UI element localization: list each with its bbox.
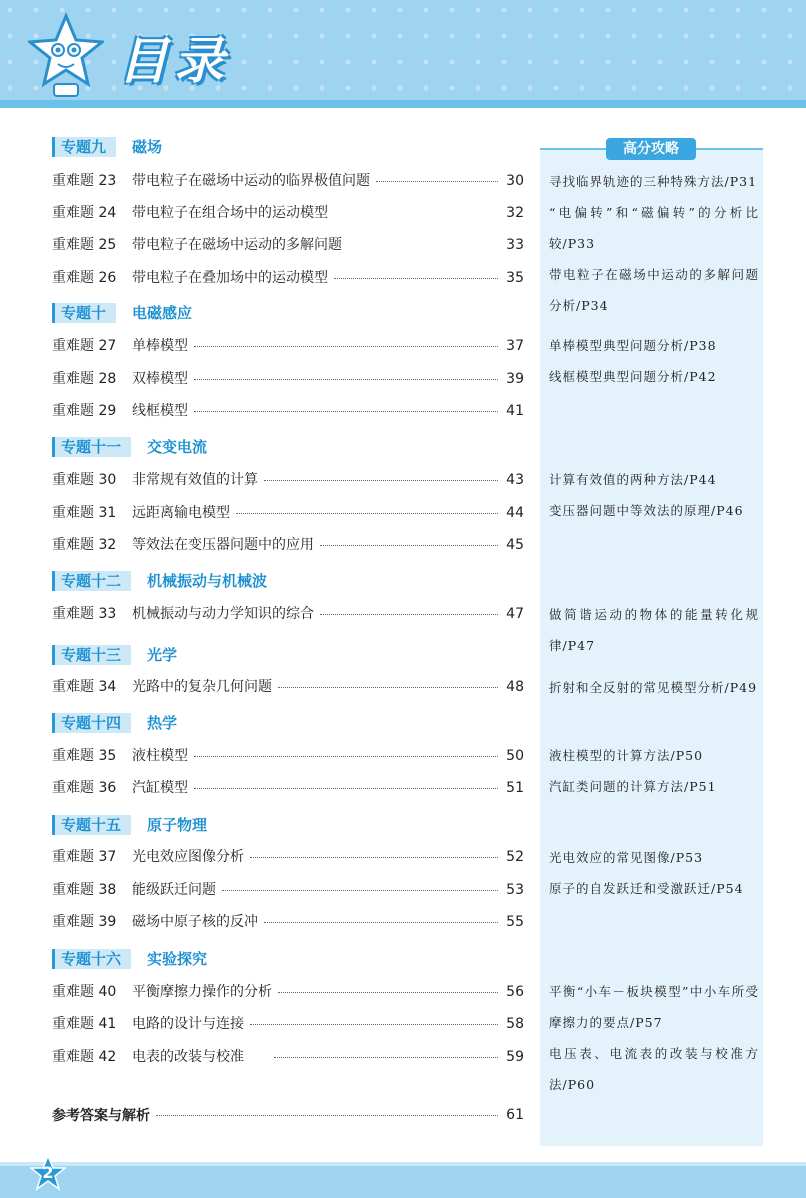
item-number: 重难题 35 (52, 748, 117, 764)
item-number: 重难题 39 (52, 914, 117, 930)
item-number: 重难题 29 (52, 403, 117, 419)
leader-dots (348, 235, 498, 246)
tip-item: 单棒模型典型问题分析/P38 (549, 338, 717, 353)
leader-dots (334, 203, 498, 214)
item-page: 32 (506, 205, 524, 221)
leader-dots (194, 778, 498, 789)
leader-dots (156, 1104, 498, 1116)
item-page: 48 (506, 679, 524, 695)
section-tag: 专题九 (52, 137, 116, 157)
tip-item: 折射和全反射的常见模型分析/P49 (549, 680, 758, 695)
toc-row[interactable] (52, 470, 524, 490)
page-title: 目录 (118, 32, 230, 90)
item-page: 30 (506, 173, 524, 189)
section-name: 实验探究 (147, 950, 208, 968)
leader-dots (320, 535, 498, 546)
leader-dots (334, 268, 498, 279)
leader-dots (264, 912, 498, 923)
leader-dots (320, 604, 498, 615)
section-heading[interactable] (52, 437, 207, 457)
item-page: 47 (506, 606, 524, 622)
item-topic: 平衡摩擦力操作的分析 (132, 984, 272, 1000)
section-heading[interactable] (52, 949, 207, 969)
item-number: 重难题 36 (52, 780, 117, 796)
tip-item: 线框模型典型问题分析/P42 (549, 369, 717, 384)
item-topic: 非常规有效值的计算 (132, 472, 258, 488)
leader-dots (250, 847, 498, 858)
toc-row[interactable] (52, 1014, 524, 1034)
item-number: 重难题 41 (52, 1016, 117, 1032)
tip-item: “电偏转”和“磁偏转”的分析比较/P33 (549, 205, 759, 251)
toc-row[interactable] (52, 880, 524, 900)
section-name: 热学 (147, 714, 178, 732)
toc-row[interactable] (52, 778, 524, 798)
leader-dots (194, 369, 498, 380)
tip-item: 平衡“小车－板块模型”中小车所受摩擦力的要点/P57 (549, 984, 759, 1030)
item-topic: 线框模型 (132, 403, 188, 419)
answers-label: 参考答案与解析 (52, 1108, 150, 1124)
toc-row[interactable] (52, 503, 524, 523)
item-topic: 能级跃迁问题 (132, 882, 216, 898)
footer-band (0, 1166, 806, 1198)
tip-item: 光电效应的常见图像/P53 (549, 850, 704, 865)
section-tag: 专题十五 (52, 815, 131, 835)
item-topic: 液柱模型 (132, 748, 188, 764)
section-name: 电磁感应 (132, 304, 193, 322)
toc-row[interactable] (52, 268, 524, 288)
item-number: 重难题 38 (52, 882, 117, 898)
item-page: 45 (506, 537, 524, 553)
section-tag: 专题十四 (52, 713, 131, 733)
section-heading[interactable] (52, 137, 162, 157)
toc-row[interactable] (52, 982, 524, 1002)
item-page: 37 (506, 338, 524, 354)
item-topic: 光路中的复杂几何问题 (132, 679, 272, 695)
leader-dots (194, 746, 498, 757)
toc-row[interactable] (52, 336, 524, 356)
item-number: 重难题 31 (52, 505, 117, 521)
item-number: 重难题 33 (52, 606, 117, 622)
toc-row[interactable] (52, 604, 524, 624)
item-page: 59 (506, 1049, 524, 1065)
item-page: 44 (506, 505, 524, 521)
section-tag: 专题十三 (52, 645, 131, 665)
item-number: 重难题 32 (52, 537, 117, 553)
toc-row[interactable] (52, 1047, 524, 1067)
toc-row[interactable] (52, 847, 524, 867)
toc-row[interactable] (52, 235, 524, 255)
item-number: 重难题 37 (52, 849, 117, 865)
leader-dots (194, 336, 498, 347)
item-topic: 双棒模型 (132, 371, 188, 387)
leader-dots (250, 1014, 498, 1025)
item-page: 56 (506, 984, 524, 1000)
tip-item: 带电粒子在磁场中运动的多解问题分析/P34 (549, 267, 759, 313)
item-topic: 光电效应图像分析 (132, 849, 244, 865)
section-heading[interactable] (52, 645, 177, 665)
item-number: 重难题 26 (52, 270, 117, 286)
answers-page: 61 (506, 1107, 524, 1123)
item-number: 重难题 42 (52, 1049, 117, 1065)
item-page: 39 (506, 371, 524, 387)
item-number: 重难题 34 (52, 679, 117, 695)
item-page: 53 (506, 882, 524, 898)
tip-item: 做简谐运动的物体的能量转化规律/P47 (549, 607, 759, 653)
section-heading[interactable] (52, 815, 207, 835)
leader-dots (278, 982, 498, 993)
item-topic: 远距离输电模型 (132, 505, 230, 521)
section-tag: 专题十二 (52, 571, 131, 591)
toc-row[interactable] (52, 746, 524, 766)
item-number: 重难题 28 (52, 371, 117, 387)
section-tag: 专题十六 (52, 949, 131, 969)
tip-item: 液柱模型的计算方法/P50 (549, 748, 704, 763)
item-topic: 汽缸模型 (132, 780, 188, 796)
section-heading[interactable] (52, 713, 177, 733)
leader-dots (376, 171, 498, 182)
item-topic: 带电粒子在叠加场中的运动模型 (132, 270, 328, 286)
item-page: 58 (506, 1016, 524, 1032)
item-page: 52 (506, 849, 524, 865)
item-number: 重难题 24 (52, 205, 117, 221)
leader-dots (222, 880, 498, 891)
item-topic: 单棒模型 (132, 338, 188, 354)
section-name: 机械振动与机械波 (147, 572, 268, 590)
item-page: 43 (506, 472, 524, 488)
toc-row[interactable] (52, 535, 524, 555)
tip-item: 变压器问题中等效法的原理/P46 (549, 503, 744, 518)
toc-row[interactable] (52, 203, 524, 223)
leader-dots (194, 401, 498, 412)
toc-row[interactable] (52, 401, 524, 421)
item-page: 50 (506, 748, 524, 764)
section-name: 光学 (147, 646, 178, 664)
item-topic: 带电粒子在磁场中运动的多解问题 (132, 237, 342, 253)
item-page: 33 (506, 237, 524, 253)
tip-item: 汽缸类问题的计算方法/P51 (549, 779, 717, 794)
leader-dots (278, 677, 498, 688)
section-name: 磁场 (132, 138, 163, 156)
tip-item: 电压表、电流表的改装与校准方法/P60 (549, 1046, 759, 1092)
item-topic: 磁场中原子核的反冲 (132, 914, 258, 930)
section-tag: 专题十一 (52, 437, 131, 457)
item-topic: 电表的改装与校准 (132, 1049, 244, 1065)
page-number: 2 (42, 1163, 54, 1182)
item-number: 重难题 40 (52, 984, 117, 1000)
item-topic: 机械振动与动力学知识的综合 (132, 606, 314, 622)
item-page: 55 (506, 914, 524, 930)
item-number: 重难题 27 (52, 338, 117, 354)
section-name: 原子物理 (147, 816, 208, 834)
leader-dots (236, 503, 498, 514)
item-number: 重难题 30 (52, 472, 117, 488)
section-tag: 专题十 (52, 303, 116, 323)
item-topic: 等效法在变压器问题中的应用 (132, 537, 314, 553)
sidebar-title: 高分攻略 (606, 138, 696, 160)
item-topic: 带电粒子在组合场中的运动模型 (132, 205, 328, 221)
tip-item: 寻找临界轨迹的三种特殊方法/P31 (549, 174, 758, 189)
toc-row[interactable] (52, 677, 524, 697)
toc-row[interactable] (52, 369, 524, 389)
toc-row[interactable] (52, 912, 524, 932)
item-number: 重难题 23 (52, 173, 117, 189)
section-heading[interactable] (52, 303, 192, 323)
item-page: 51 (506, 780, 524, 796)
item-page: 41 (506, 403, 524, 419)
leader-dots (264, 470, 498, 481)
toc-row[interactable] (52, 171, 524, 191)
item-number: 重难题 25 (52, 237, 117, 253)
leader-dots (274, 1047, 498, 1058)
tip-item: 计算有效值的两种方法/P44 (549, 472, 717, 487)
item-page: 35 (506, 270, 524, 286)
answers-row[interactable] (52, 1104, 524, 1126)
section-heading[interactable] (52, 571, 267, 591)
item-topic: 电路的设计与连接 (132, 1016, 244, 1032)
tip-item: 原子的自发跃迁和受激跃迁/P54 (549, 881, 744, 896)
section-name: 交变电流 (147, 438, 208, 456)
item-topic: 带电粒子在磁场中运动的临界极值问题 (132, 173, 370, 189)
